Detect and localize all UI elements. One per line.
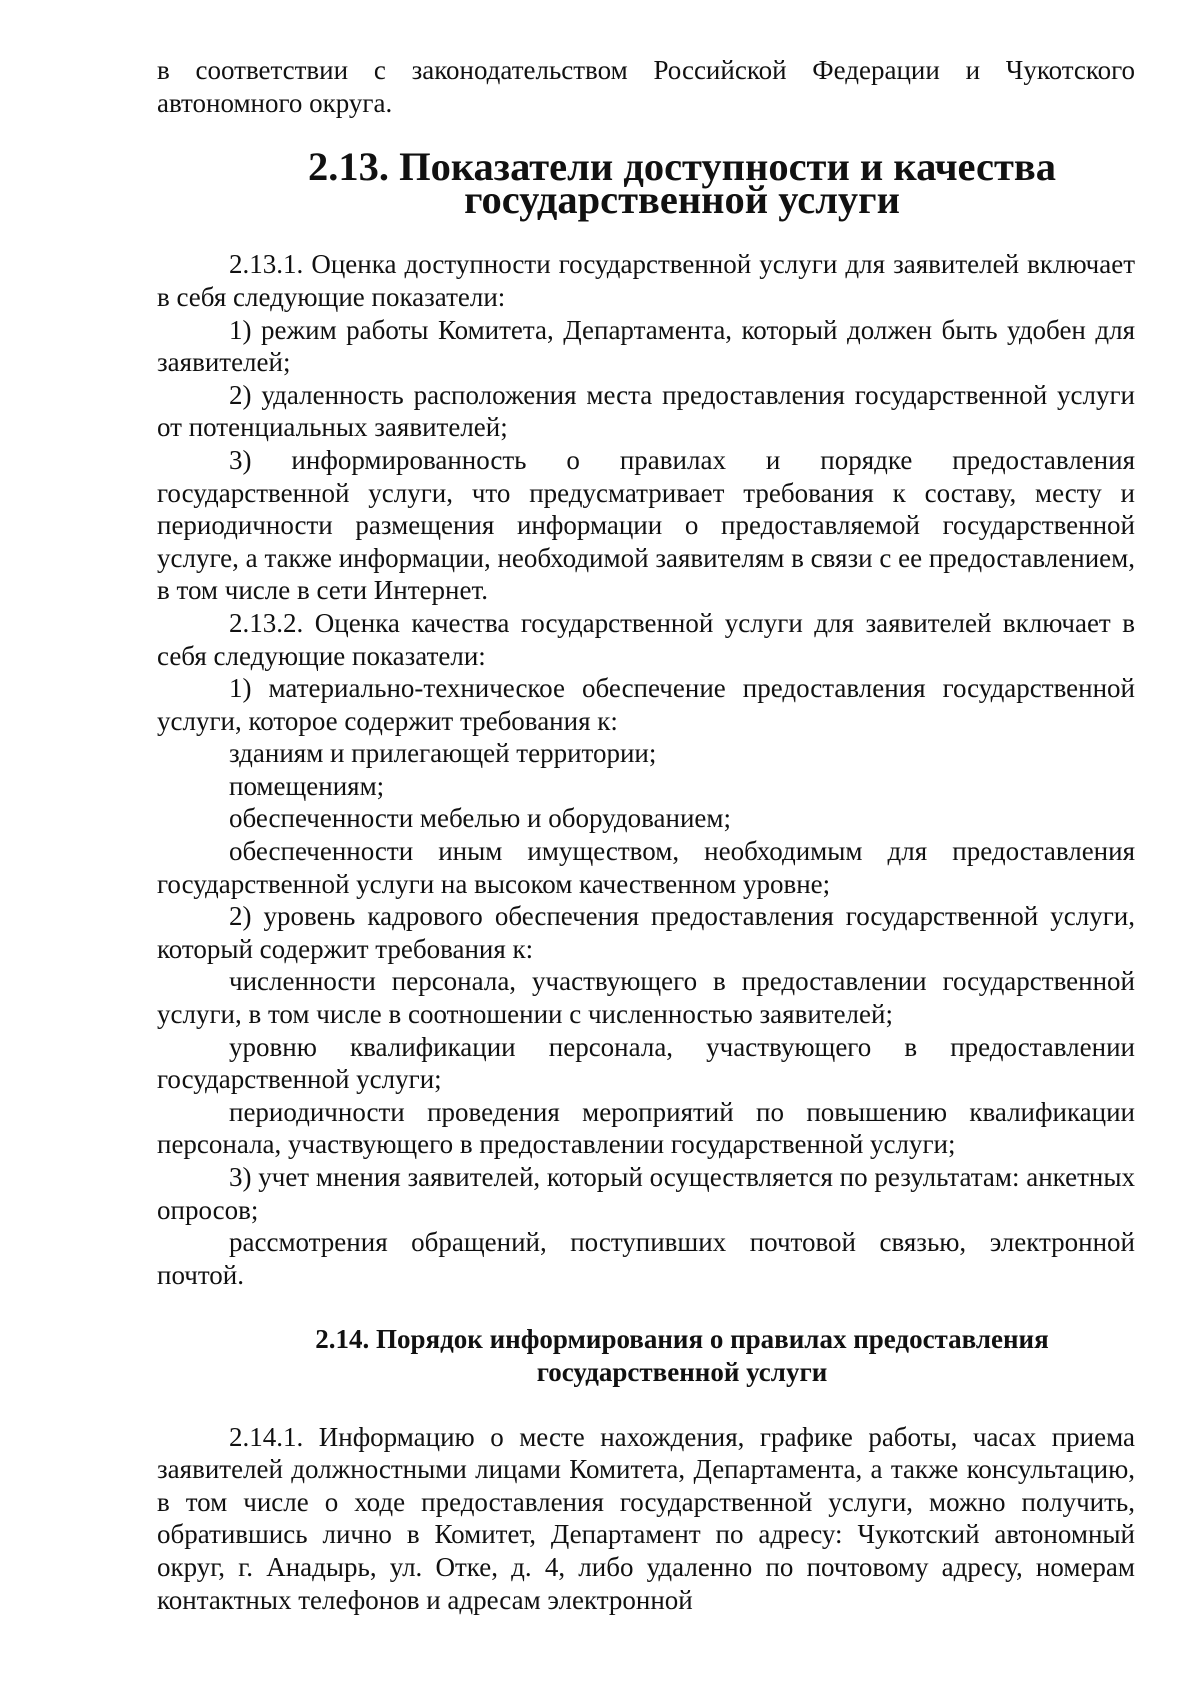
list-item-other-property: обеспеченности иным имуществом, необходимым для предоставления государственной услуги на высоком качественном уровне; — [157, 836, 1135, 899]
list-item-remoteness: 2) удаленность расположения места предоставления государственной услуги от потенциальных заявителей; — [157, 379, 1135, 443]
list-item-furniture: обеспеченности мебелью и оборудованием; — [229, 803, 732, 834]
paragraph-2-13-2: 2.13.2. Оценка качества государственной услуги для заявителей включает в себя следующие показатели: — [157, 607, 1135, 671]
paragraph-2-14-1: 2.14.1. Информацию о месте нахождения, графике работы, часах приема заявителей должностными лицами Комитета, Департамента, а также консультацию, в том числе о ходе предоставления государственной услуги, можно получить, обратившись лично в Комитет, Департамент по адресу: Чукотский автономный округ, г. Анадырь, ул. Отке, д. 4, либо удаленно по почтовому адресу, номерам контактных телефонов и адресам электронной — [157, 1421, 1135, 1615]
list-item-buildings: зданиям и прилегающей территории; — [229, 738, 657, 769]
list-item-training-frequency: периодичности проведения мероприятий по повышению квалификации персонала, участвующего в предоставлении государственной услуги; — [157, 1096, 1135, 1160]
list-item-informedness: 3) информированность о правилах и порядке предоставления государственной услуги, что предусматривает требования к составу, месту и периодичности размещения информации о предоставляемой государственной услуге, а также информации, необходимой заявителям в связи с ее предоставлением, в том числе в сети Интернет. — [157, 444, 1135, 606]
list-item-staffing-level: 2) уровень кадрового обеспечения предоставления государственной услуги, который содержит требования к: — [157, 901, 1135, 964]
paragraph-2-13-1: 2.13.1. Оценка доступности государственной услуги для заявителей включает в себя следующие показатели: — [157, 249, 1135, 312]
list-item-staff-numbers: численности персонала, участвующего в предоставлении государственной услуги, в том числе в соотношении с численностью заявителей; — [157, 966, 1135, 1030]
list-item-material-technical: 1) материально-техническое обеспечение предоставления государственной услуги, которое содержит требования к: — [157, 673, 1135, 736]
document-page — [157, 54, 1135, 1616]
section-2-13-heading: 2.13. Показатели доступности и качества государственной услуги — [307, 144, 1057, 222]
section-2-14-heading — [157, 1323, 1135, 1388]
list-item-appeals: рассмотрения обращений, поступивших почтовой связью, электронной почтой. — [157, 1227, 1135, 1290]
section-2-14-heading-line-2: государственной услуги — [536, 1356, 828, 1387]
list-item-mode-of-work: 1) режим работы Комитета, Департамента, который должен быть удобен для заявителей; — [157, 314, 1135, 378]
list-item-qualification: уровню квалификации персонала, участвующего в предоставлении государственной услуги; — [157, 1031, 1135, 1095]
list-item-premises: помещениям; — [229, 770, 385, 801]
section-2-14-heading-line-1: 2.14. Порядок информирования о правилах предоставления — [315, 1324, 1049, 1355]
intro-paragraph: в соответствии с законодательством Российской Федерации и Чукотского автономного округа. — [157, 55, 1135, 118]
list-item-applicant-opinion: 3) учет мнения заявителей, который осуществляется по результатам: анкетных опросов; — [157, 1162, 1135, 1225]
